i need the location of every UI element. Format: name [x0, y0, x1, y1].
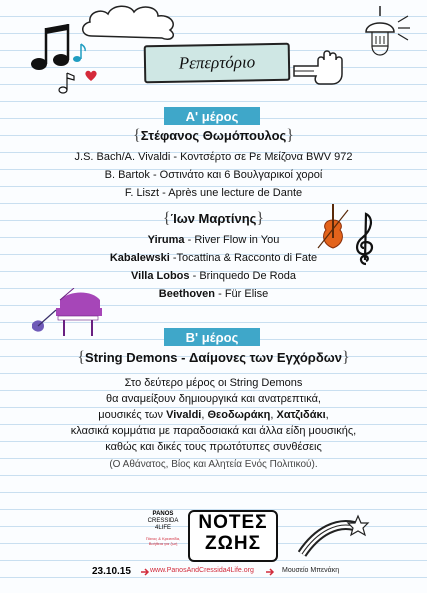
title-banner	[144, 43, 291, 84]
piece-work: River Flow in You	[194, 234, 280, 246]
eighth-note-icon	[72, 42, 88, 64]
description-line	[0, 424, 427, 438]
piece-composer: J.S. Bach/A. Vivaldi	[74, 151, 171, 163]
piece-work: Für Elise	[224, 288, 269, 300]
piece-work: Οστινάτο και 6 Βουλγαρικοί χοροί	[159, 169, 323, 181]
piece-composer: Beethoven	[158, 288, 216, 300]
piece-work: Après une lecture de Dante	[168, 187, 303, 199]
logo-tagline: Πάνος & Κρεσσίδα, Βοήθεια για ζωή	[145, 536, 181, 546]
performer-1-heading: {Στέφανος Θωμόπουλος}	[133, 127, 294, 144]
description-subtitle: (Ο Αθάνατος, Βίος και Αλητεία Ενός Πολιτικού).	[109, 459, 318, 470]
performer-3-name: String Demons - Δαίμονες των Εγχόρδων	[85, 350, 342, 365]
cloud-icon	[78, 2, 190, 42]
description-text: Στο δεύτερο μέρος οι String Demons	[124, 377, 303, 389]
piece-row: Beethoven - Für Elise	[158, 288, 269, 300]
part-b-label: Β' μέρος	[185, 329, 239, 345]
logo-panos-text: PANOS	[152, 511, 174, 517]
part-a-header	[164, 107, 260, 125]
piece-row: Yiruma - River Flow in You	[147, 234, 280, 246]
event-date: 23.10.15	[92, 566, 131, 577]
composer-hatzidakis: Χατζιδάκι	[276, 409, 326, 421]
piece-composer: Villa Lobos	[131, 270, 190, 282]
piece-row: F. Liszt - Après une lecture de Dante	[124, 187, 303, 199]
logo-4life-text: 4LIFE	[154, 525, 171, 531]
part-a-label: Α' μέρος	[185, 108, 239, 124]
description-line	[0, 440, 427, 454]
logo-cressida-text: CRESSIDA	[147, 518, 179, 524]
piece-work: Tocattina & Racconto di Fate	[176, 252, 318, 264]
description-text: θα αναμείξουν δημιουργικά και ανατρεπτικά,	[105, 393, 321, 405]
title: Ρεπερτόριο	[178, 52, 256, 73]
description-text: καθώς και δικές τους πρωτότυπες συνθέσεις	[105, 441, 322, 453]
logo-zois-text: ΖΩΗΣ	[205, 533, 261, 554]
notes-zois-logo	[188, 510, 278, 562]
piece-row: B. Bartok - Οστινάτο και 6 Βουλγαρικοί χοροί	[104, 169, 323, 181]
piece-row: J.S. Bach/A. Vivaldi - Κοντσέρτο σε Ρε Μείζονα BWV 972	[74, 151, 353, 163]
piece-work: Κοντσέρτο σε Ρε Μείζονα BWV 972	[180, 151, 353, 163]
performer-1-name: Στέφανος Θωμόπουλος	[140, 128, 287, 143]
performer-2-heading: {Ίων Μαρτίνης}	[162, 210, 265, 227]
arrow-right-icon	[265, 567, 275, 577]
description-text: μουσικές των	[98, 409, 167, 421]
piece-work: Brinquedo De Roda	[199, 270, 296, 282]
piece-row: Kabalewski -Tocattina & Racconto di Fate	[109, 252, 318, 264]
piece-composer: Yiruma	[147, 234, 185, 246]
piece-composer: F. Liszt	[124, 187, 160, 199]
website-link[interactable]: www.PanosAndCressida4Life.org	[150, 567, 254, 574]
description-line: μουσικές των Vivaldi, Θεοδωράκη, Χατζιδάκι,	[98, 409, 329, 421]
music-note-icon	[58, 70, 76, 94]
rainbow-star-icon	[298, 512, 370, 558]
piece-composer: Kabalewski	[109, 252, 170, 264]
treble-clef-icon	[350, 210, 380, 266]
description-line	[0, 392, 427, 406]
piece-composer: B. Bartok	[104, 169, 150, 181]
heart-icon	[84, 70, 98, 82]
panos-cressida-logo	[140, 511, 186, 555]
description-text: κλασικά κομμάτια με παραδοσιακά και άλλα είδη μουσικής,	[70, 425, 357, 437]
composer-vivaldi: Vivaldi	[166, 409, 202, 421]
violin-icon	[314, 204, 352, 256]
description-line	[0, 376, 427, 390]
arrow-right-icon	[140, 567, 150, 577]
eighth-note-pair-icon	[28, 20, 72, 76]
venue-name: Μουσείο Μπενάκη	[282, 567, 340, 574]
piano-icon	[30, 288, 106, 338]
lamp-icon	[362, 6, 414, 68]
part-b-header	[164, 328, 260, 346]
performer-3-heading: {String Demons - Δαίμονες των Εγχόρδων}	[77, 349, 350, 366]
logo-notes-text: ΝΟΤΕΣ	[198, 512, 268, 533]
description-line	[0, 458, 427, 472]
pointing-hand-icon	[292, 46, 348, 86]
piece-row: Villa Lobos - Brinquedo De Roda	[131, 270, 296, 282]
performer-2-name: Ίων Μαρτίνης	[170, 211, 257, 226]
composer-theodorakis: Θεοδωράκη	[207, 409, 271, 421]
